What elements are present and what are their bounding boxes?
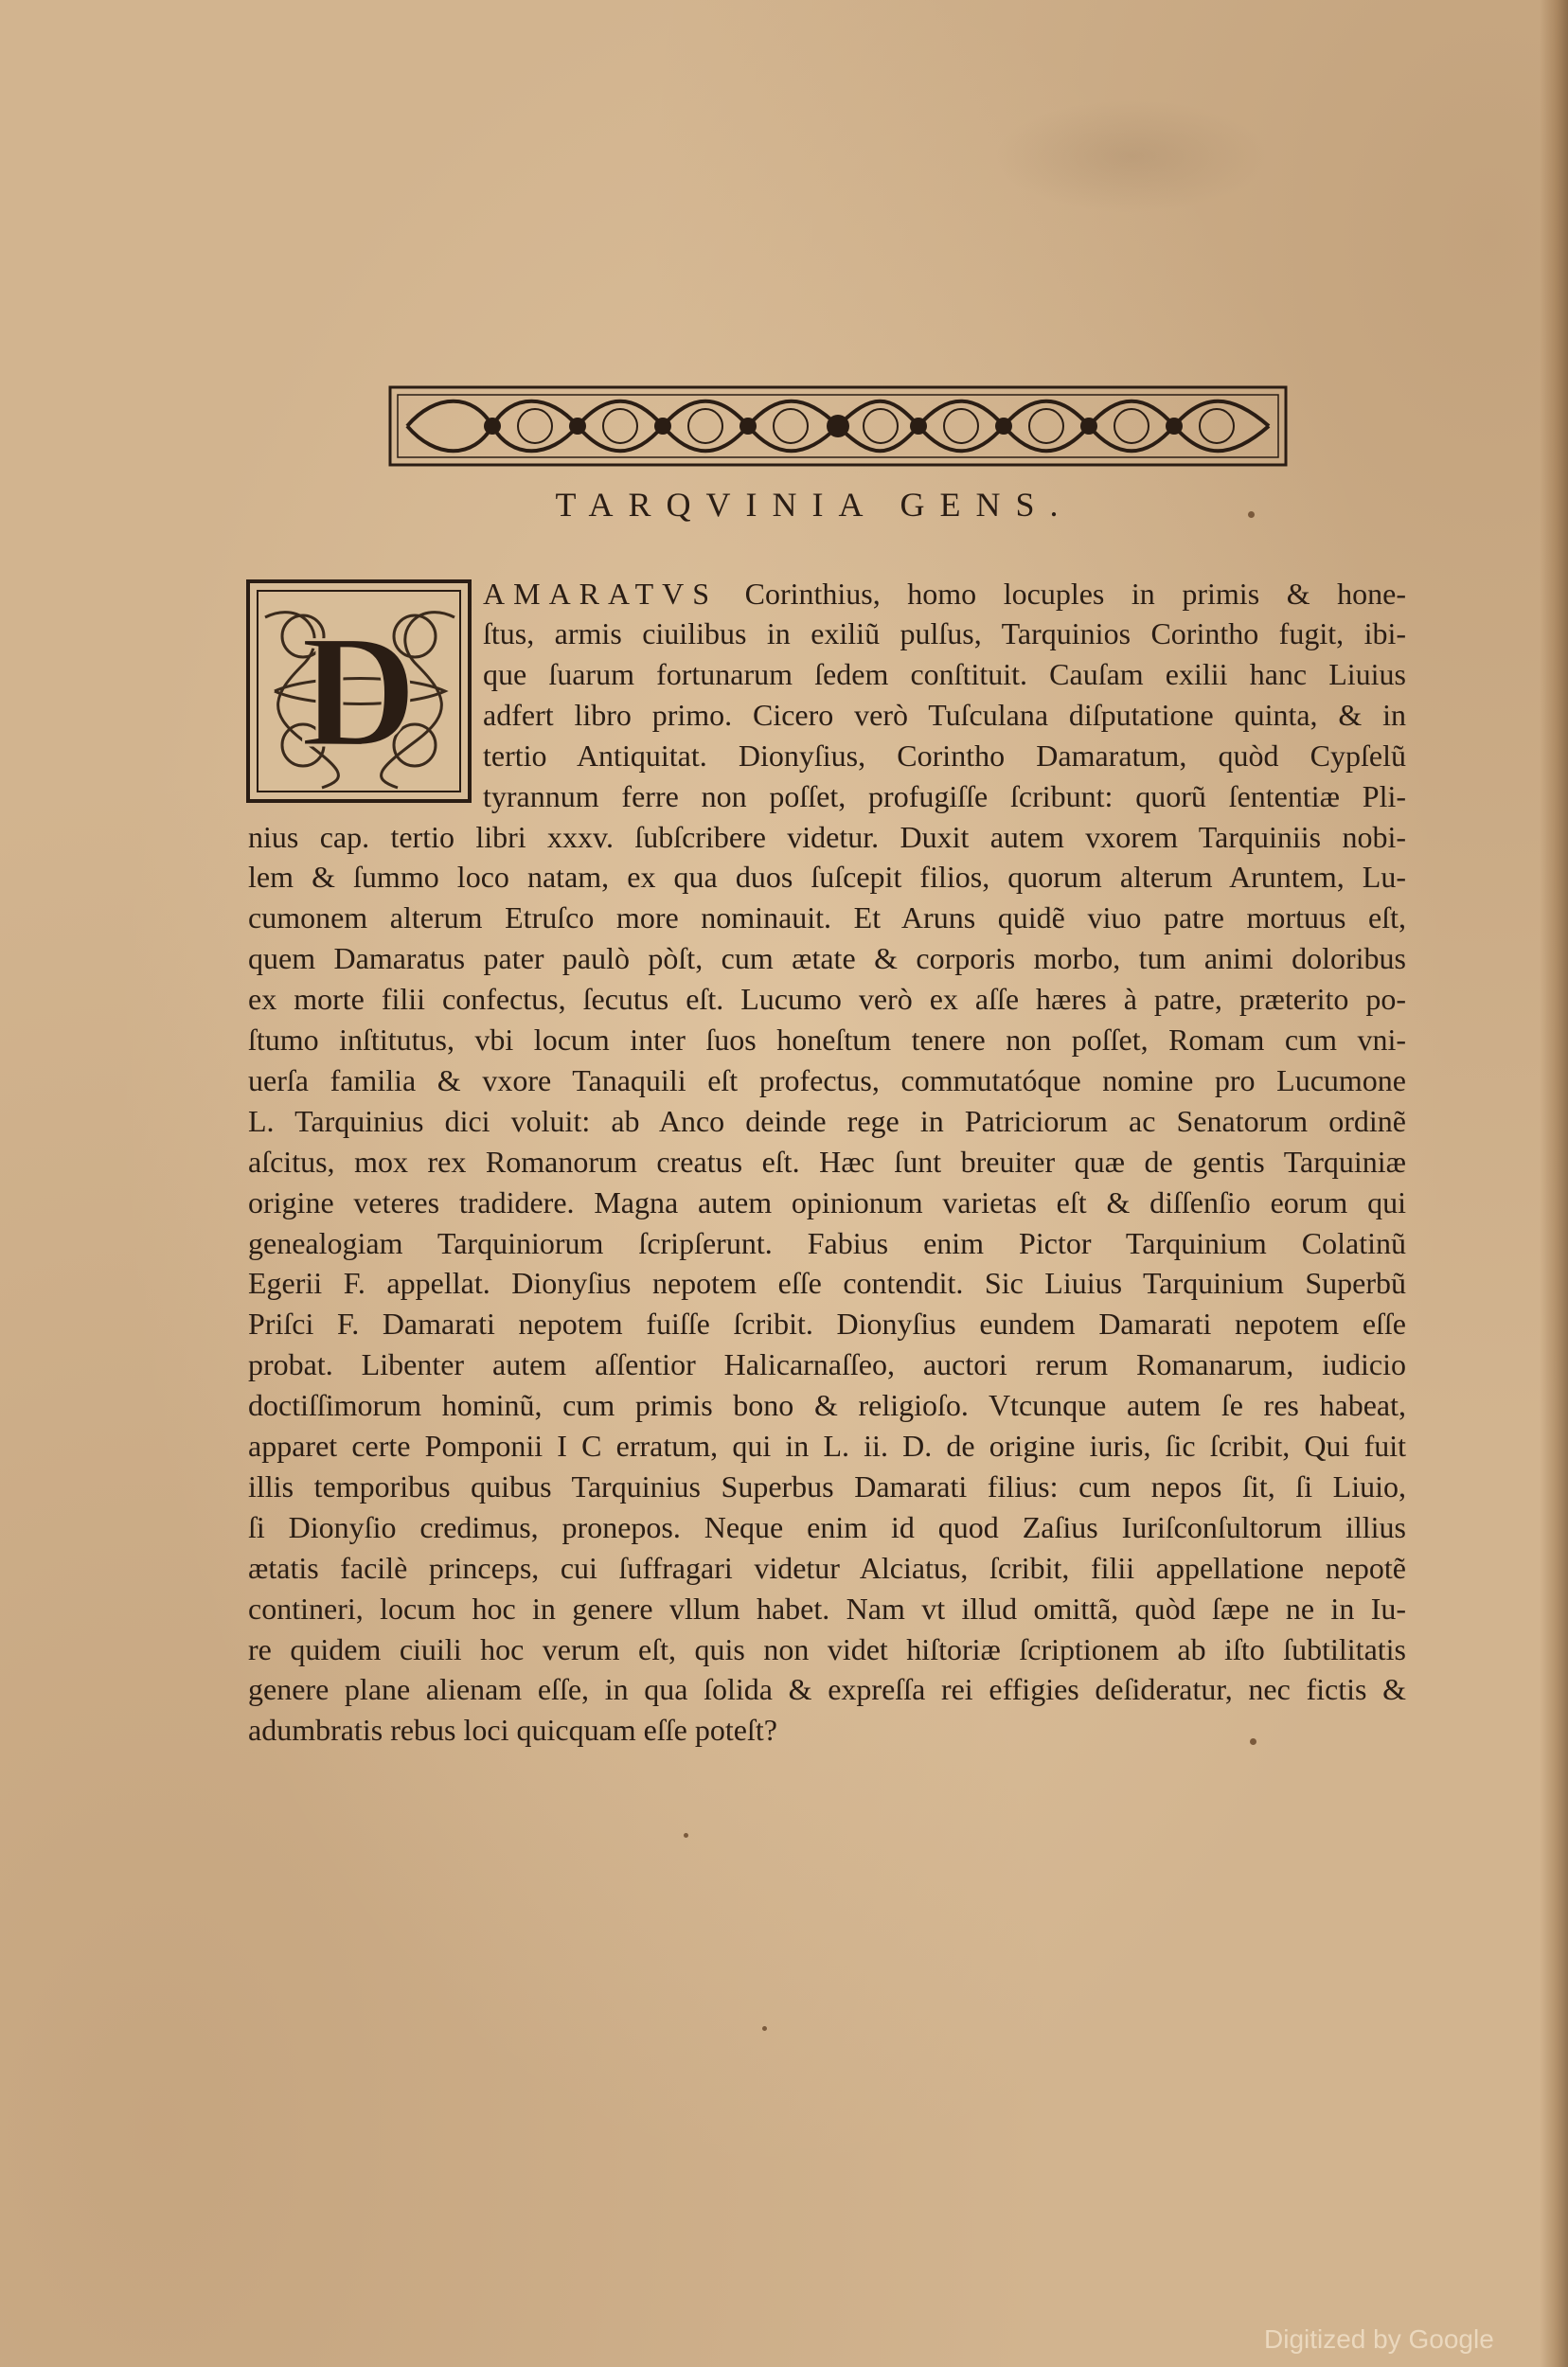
text-line: contineri, locum hoc in genere vllum habet. Nam vt illud omittã, quòd ſæpe ne in Iu- <box>248 1592 1406 1626</box>
header-ornament <box>388 383 1288 469</box>
text-line: illis temporibus quibus Tarquinius Superbus Damarati filius: cum nepos ſit, ſi Liuio, <box>248 1469 1406 1504</box>
text-line: genere plane alienam eſſe, in qua ſolida & expreſſa rei effigies deſideratur, nec fictis & <box>248 1672 1406 1706</box>
text-line: Egerii F. appellat. Dionyſius nepotem eſſe contendit. Sic Liuius Tarquinium Superbũ <box>248 1266 1406 1300</box>
paper-speck <box>684 1833 688 1838</box>
drop-cap-ornament <box>246 579 472 803</box>
text-line: probat. Libenter autem aſſentior Halicarnaſſeo, auctori rerum Romanarum, iudicio <box>248 1347 1406 1381</box>
first-word-caps: AMARATVS <box>483 577 719 611</box>
first-line-rest: Corinthius, homo locuples in primis & hone- <box>744 577 1407 611</box>
text-line: que ſuarum fortunarum ſedem conſtituit. Cauſam exilii hanc Liuius <box>483 657 1406 691</box>
text-line: adfert libro primo. Cicero verò Tuſculana diſputatione quinta, & in <box>483 698 1406 732</box>
paper-speck <box>1250 1738 1256 1745</box>
section-title: TARQVINIA GENS. <box>555 486 1074 524</box>
text-line: nius cap. tertio libri xxxv. ſubſcribere videtur. Duxit autem vxorem Tarquiniis nobi- <box>248 820 1406 854</box>
text-line: genealogiam Tarquiniorum ſcripſerunt. Fabius enim Pictor Tarquinium Colatinũ <box>248 1226 1406 1260</box>
text-line: ſtus, armis ciuilibus in exiliũ pulſus, Tarquinios Corintho fugit, ibi- <box>483 616 1406 650</box>
text-line: cumonem alterum Etruſco more nominauit. Et Aruns quidẽ viuo patre mortuus eſt, <box>248 900 1406 934</box>
text-line: tertio Antiquitat. Dionyſius, Corintho Damaratum, quòd Cypſelũ <box>483 739 1406 773</box>
text-line: tyrannum ferre non poſſet, profugiſſe ſcribunt: quorũ ſententiæ Pli- <box>483 779 1406 813</box>
text-line: aſcitus, mox rex Romanorum creatus eſt. Hæc ſunt breuiter quæ de gentis Tarquiniæ <box>248 1145 1406 1179</box>
text-line: origine veteres tradidere. Magna autem opinionum varietas eſt & diſſenſio eorum qui <box>248 1185 1406 1219</box>
text-line: doctiſſimorum hominũ, cum primis bono & religioſo. Vtcunque autem ſe res habeat, <box>248 1388 1406 1422</box>
text-line: quem Damaratus pater paulò pòſt, cum ætate & corporis morbo, tum animi doloribus <box>248 941 1406 975</box>
paper-speck <box>1248 511 1255 518</box>
text-line: ſi Dionyſio credimus, pronepos. Neque enim id quod Zaſius Iuriſconſultorum illius <box>248 1510 1406 1544</box>
text-line: L. Tarquinius dici voluit: ab Anco deinde rege in Patriciorum ac Senatorum ordinẽ <box>248 1104 1406 1138</box>
text-line: lem & ſummo loco natam, ex qua duos ſuſcepit filios, quorum alterum Aruntem, Lu- <box>248 860 1406 894</box>
text-line: uerſa familia & vxore Tanaquili eſt profectus, commutatóque nomine pro Lucumone <box>248 1063 1406 1097</box>
text-line: Priſci F. Damarati nepotem fuiſſe ſcribit. Dionyſius eundem Damarati nepotem eſſe <box>248 1307 1406 1341</box>
text-line: ex morte filii confectus, ſecutus eſt. Lucumo verò ex aſſe hæres à patre, præterito po- <box>248 982 1406 1016</box>
text-line-1 <box>483 574 1406 614</box>
text-line: ætatis facilè princeps, cui ſuffragari videtur Alciatus, ſcribit, filii appellatione nepotẽ <box>248 1551 1406 1585</box>
text-line: adumbratis rebus loci quicquam eſſe poteſt? <box>248 1713 777 1747</box>
text-line: re quidem ciuili hoc verum eſt, quis non videt hiſtoriæ ſcriptionem ab iſto ſubtilitatis <box>248 1632 1406 1666</box>
text-line: ſtumo inſtitutus, vbi locum inter ſuos honeſtum tenere non poſſet, Romam cum vni- <box>248 1023 1406 1057</box>
digitization-watermark: Digitized by Google <box>1264 2324 1494 2354</box>
paper-speck <box>762 2026 767 2031</box>
drop-cap-letter: D <box>300 602 418 780</box>
text-line: apparet certe Pomponii I C erratum, qui in L. ii. D. de origine iuris, ſic ſcribit, Qui fuit <box>248 1429 1406 1463</box>
page-edge-shadow <box>1540 0 1568 2367</box>
bleed-through-stain <box>994 99 1269 213</box>
